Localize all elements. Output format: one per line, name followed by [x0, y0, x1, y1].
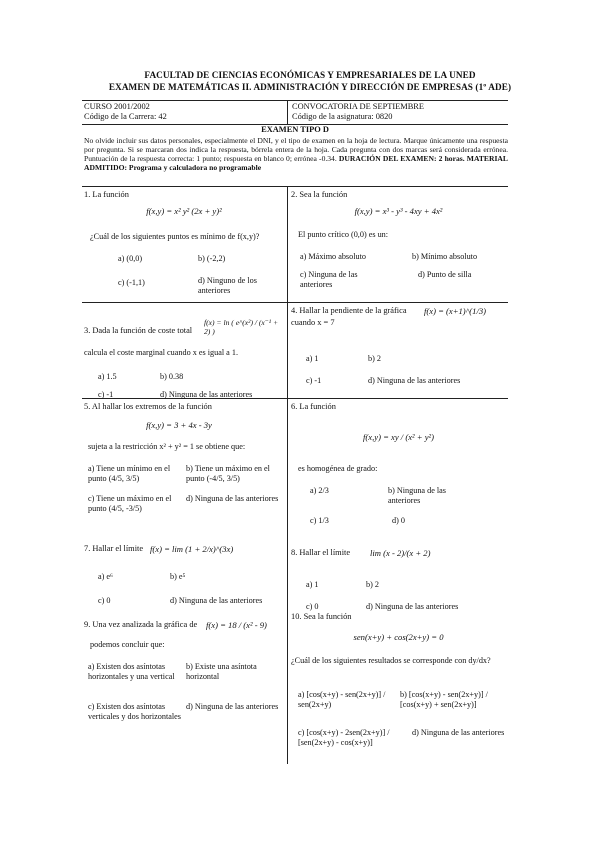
q2-option-c[interactable]: c) Ninguna de las anteriores	[300, 270, 358, 289]
q8-option-d[interactable]: d) Ninguna de las anteriores	[366, 602, 459, 611]
q3-title: 3. Dada la función de coste total	[84, 326, 193, 335]
q3-option-a[interactable]: a) 1.5	[98, 372, 117, 381]
call-label: CONVOCATORIA DE SEPTIEMBRE	[292, 102, 424, 111]
q9-option-d[interactable]: d) Ninguna de las anteriores	[186, 702, 279, 711]
q6-question: es homogénea de grado:	[298, 464, 378, 473]
faculty-title: FACULTAD DE CIENCIAS ECONÓMICAS Y EMPRESARIALES DE LA UNED	[144, 70, 476, 80]
exam-type: EXAMEN TIPO D	[261, 125, 329, 134]
q2-option-a[interactable]: a) Máximo absoluto	[300, 252, 366, 261]
column-divider	[287, 186, 288, 764]
career-code: Código de la Carrera: 42	[84, 112, 167, 121]
q1-option-d[interactable]: d) Ninguno de los anteriores	[198, 276, 257, 295]
duration-text: DURACIÓN DEL EXAMEN: 2 horas. MATERIAL ADMITIDO: Programa y calculadora no programable	[84, 154, 508, 172]
q5-formula: f(x,y) = 3 + 4x - 3y	[146, 420, 212, 430]
q4-option-d[interactable]: d) Ninguna de las anteriores	[368, 376, 461, 385]
instructions	[84, 136, 508, 172]
q7-formula: f(x) = lim (1 + 2/x)^(3x)	[150, 544, 234, 554]
q9-formula: f(x) = 18 / (x² - 9)	[206, 620, 267, 630]
q10-question: ¿Cuál de los siguientes resultados se corresponde con dy/dx?	[291, 656, 491, 665]
q10-option-a[interactable]: a) [cos(x+y) - sen(2x+y)] / sen(2x+y)	[298, 690, 386, 709]
q5-option-d[interactable]: d) Ninguna de las anteriores	[186, 494, 279, 503]
q10-option-b[interactable]: b) [cos(x+y) - sen(2x+y)] / [cos(x+y) + sen(2x+y)]	[400, 690, 488, 709]
q10-option-d[interactable]: d) Ninguna de las anteriores	[412, 728, 505, 737]
q4-option-c[interactable]: c) -1	[306, 376, 322, 385]
q6-option-d[interactable]: d) 0	[392, 516, 405, 525]
q2-question: El punto crítico (0,0) es un:	[298, 230, 389, 239]
q9-option-b[interactable]: b) Existe una asíntota horizontal	[186, 662, 257, 681]
q2-option-d[interactable]: d) Punto de silla	[418, 270, 472, 279]
q7-title: 7. Hallar el límite	[84, 544, 144, 553]
q10-title: 10. Sea la función	[291, 612, 352, 621]
q5-question: sujeta a la restricción x² + y² = 1 se obtiene que:	[88, 442, 246, 451]
q6-option-a[interactable]: a) 2/3	[310, 486, 329, 495]
q2-option-b[interactable]: b) Mínimo absoluto	[412, 252, 478, 261]
q4-formula: f(x) = (x+1)^(1/3)	[424, 306, 486, 316]
q4-tail: cuando x = 7	[291, 318, 335, 327]
q1-option-c[interactable]: c) (-1,1)	[118, 278, 145, 287]
q1-option-a[interactable]: a) (0,0)	[118, 254, 143, 263]
q9-option-a[interactable]: a) Existen dos asíntotas horizontales y una vertical	[88, 662, 175, 681]
q5-title: 5. Al hallar los extremos de la función	[84, 402, 212, 411]
q10-formula: sen(x+y) + cos(2x+y) = 0	[353, 632, 444, 642]
q9-option-c[interactable]: c) Existen dos asíntotas verticales y dos horizontales	[88, 702, 181, 721]
q8-option-a[interactable]: a) 1	[306, 580, 319, 589]
q1-formula: f(x,y) = x² y² (2x + y)²	[146, 206, 222, 216]
q7-option-c[interactable]: c) 0	[98, 596, 111, 605]
q6-option-b[interactable]: b) Ninguna de las anteriores	[388, 486, 446, 505]
q8-formula: lim (x - 2)/(x + 2)	[370, 548, 431, 558]
q2-title: 2. Sea la función	[291, 190, 348, 199]
q5-option-c[interactable]: c) Tiene un máximo en el punto (4/5, -3/5)	[88, 494, 172, 513]
q3-option-d[interactable]: d) Ninguna de las anteriores	[160, 390, 253, 399]
q4-option-b[interactable]: b) 2	[368, 354, 381, 363]
q4-option-a[interactable]: a) 1	[306, 354, 319, 363]
q1-question: ¿Cuál de los siguientes puntos es mínimo de f(x,y)?	[90, 232, 260, 241]
q5-option-b[interactable]: b) Tiene un máximo en el punto (-4/5, 3/5)	[186, 464, 270, 483]
divider	[82, 186, 508, 187]
q3-question: calcula el coste marginal cuando x es igual a 1.	[84, 348, 238, 357]
q1-option-b[interactable]: b) (-2,2)	[198, 254, 226, 263]
subject-code: Código de la asignatura: 0820	[292, 112, 393, 121]
q7-option-a[interactable]: a) e⁶	[98, 572, 113, 581]
divider	[82, 398, 508, 399]
q7-option-b[interactable]: b) e⁵	[170, 572, 186, 581]
q8-title: 8. Hallar el límite	[291, 548, 351, 557]
course-label: CURSO 2001/2002	[84, 102, 150, 111]
q5-option-a[interactable]: a) Tiene un mínimo en el punto (4/5, 3/5)	[88, 464, 171, 483]
q4-title: 4. Hallar la pendiente de la gráfica	[291, 306, 407, 315]
q3-option-b[interactable]: b) 0.38	[160, 372, 184, 381]
q3-formula: f(x) = ln ( e^(x²) / (x⁻¹ + 2) )	[204, 318, 279, 336]
divider	[82, 302, 508, 303]
q3-option-c[interactable]: c) -1	[98, 390, 114, 399]
q8-option-b[interactable]: b) 2	[366, 580, 379, 589]
q2-formula: f(x,y) = x³ - y³ - 4xy + 4x²	[354, 206, 443, 216]
exam-title: EXAMEN DE MATEMÁTICAS II. ADMINISTRACIÓN Y DIRECCIÓN DE EMPRESAS (1º ADE)	[108, 82, 512, 92]
q6-formula: f(x,y) = xy / (x² + y²)	[363, 432, 434, 442]
q1-title: 1. La función	[84, 190, 129, 199]
q9-question: podemos concluir que:	[90, 640, 165, 649]
divider	[82, 100, 508, 101]
q9-title: 9. Una vez analizada la gráfica de	[84, 620, 198, 629]
divider	[287, 100, 288, 124]
q10-option-c[interactable]: c) [cos(x+y) - 2sen(2x+y)] / [sen(2x+y) - cos(x+y)]	[298, 728, 390, 747]
q7-option-d[interactable]: d) Ninguna de las anteriores	[170, 596, 263, 605]
q6-option-c[interactable]: c) 1/3	[310, 516, 329, 525]
q8-option-c[interactable]: c) 0	[306, 602, 319, 611]
instructions-text: No olvide incluir sus datos personales, especialmente el DNI, y el tipo de examen en la hoja de lectura. Marque únicamente una respuesta por pregunta. Si se marcaran dos indica la respuesta, bórrela entera de la hoja. Cada pregunta con dos marcas será considerada errónea. Puntuación de la respuesta correcta: 1 punto; respuesta en blanco 0; errónea -0.34.	[84, 136, 508, 163]
q6-title: 6. La función	[291, 402, 336, 411]
